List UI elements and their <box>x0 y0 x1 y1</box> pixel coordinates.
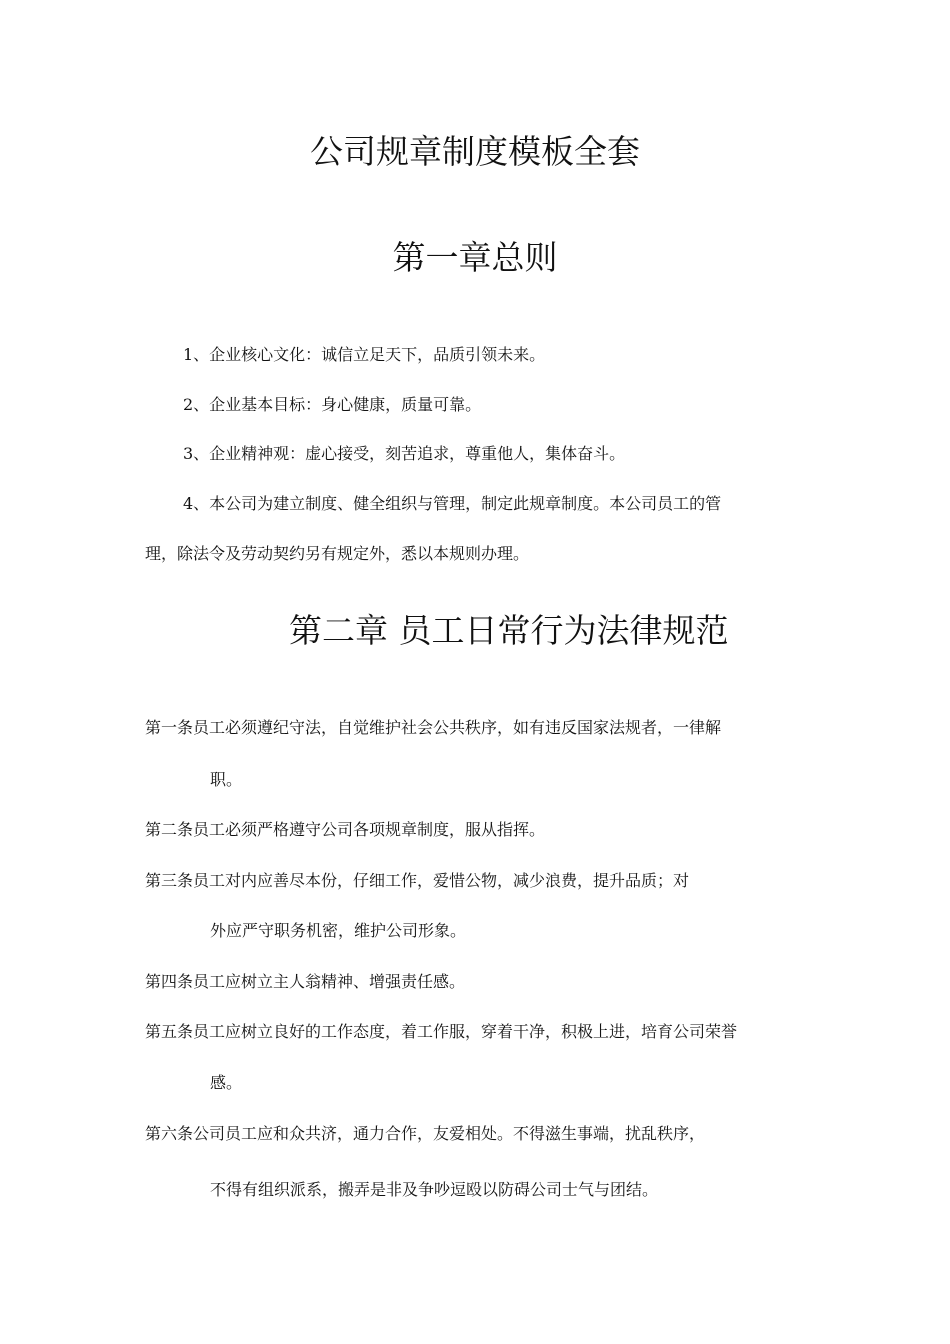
chapter-1-item: 2、企业基本目标：身心健康，质量可靠。 <box>183 395 482 414</box>
article-line: 第五条员工应树立良好的工作态度，着工作服，穿着干净，积极上进，培育公司荣誉 <box>145 1022 738 1041</box>
document-title: 公司规章制度模板全套 <box>310 132 640 171</box>
article-line: 第三条员工对内应善尽本份，仔细工作，爱惜公物，减少浪费，提升品质；对 <box>145 871 690 890</box>
article-line: 第六条公司员工应和众共济，通力合作，友爱相处。不得滋生事端，扰乱秩序， <box>145 1124 706 1143</box>
article-line: 第二条员工必须严格遵守公司各项规章制度，服从指挥。 <box>145 820 546 839</box>
article-line: 第四条员工应树立主人翁精神、增强责任感。 <box>145 972 466 991</box>
article-line: 第一条员工必须遵纪守法，自觉维护社会公共秩序，如有违反国家法规者，一律解 <box>145 718 722 737</box>
chapter-1-item-continuation: 理，除法令及劳动契约另有规定外，悉以本规则办理。 <box>145 544 530 563</box>
chapter-1-heading: 第一章总则 <box>392 238 558 277</box>
chapter-1-item: 1、企业核心文化：诚信立足天下，品质引领未来。 <box>183 345 546 364</box>
chapter-1-item: 4、本公司为建立制度、健全组织与管理，制定此规章制度。本公司员工的管 <box>183 494 722 513</box>
article-continuation: 感。 <box>210 1073 243 1092</box>
chapter-1-item: 3、企业精神观：虚心接受，刻苦追求，尊重他人，集体奋斗。 <box>183 444 626 463</box>
article-continuation: 职。 <box>210 770 243 789</box>
article-continuation: 外应严守职务机密，维护公司形象。 <box>210 921 467 940</box>
chapter-2-heading: 第二章 员工日常行为法律规范 <box>289 611 729 650</box>
article-continuation: 不得有组织派系，搬弄是非及争吵逗殴以防碍公司士气与团结。 <box>210 1180 659 1199</box>
